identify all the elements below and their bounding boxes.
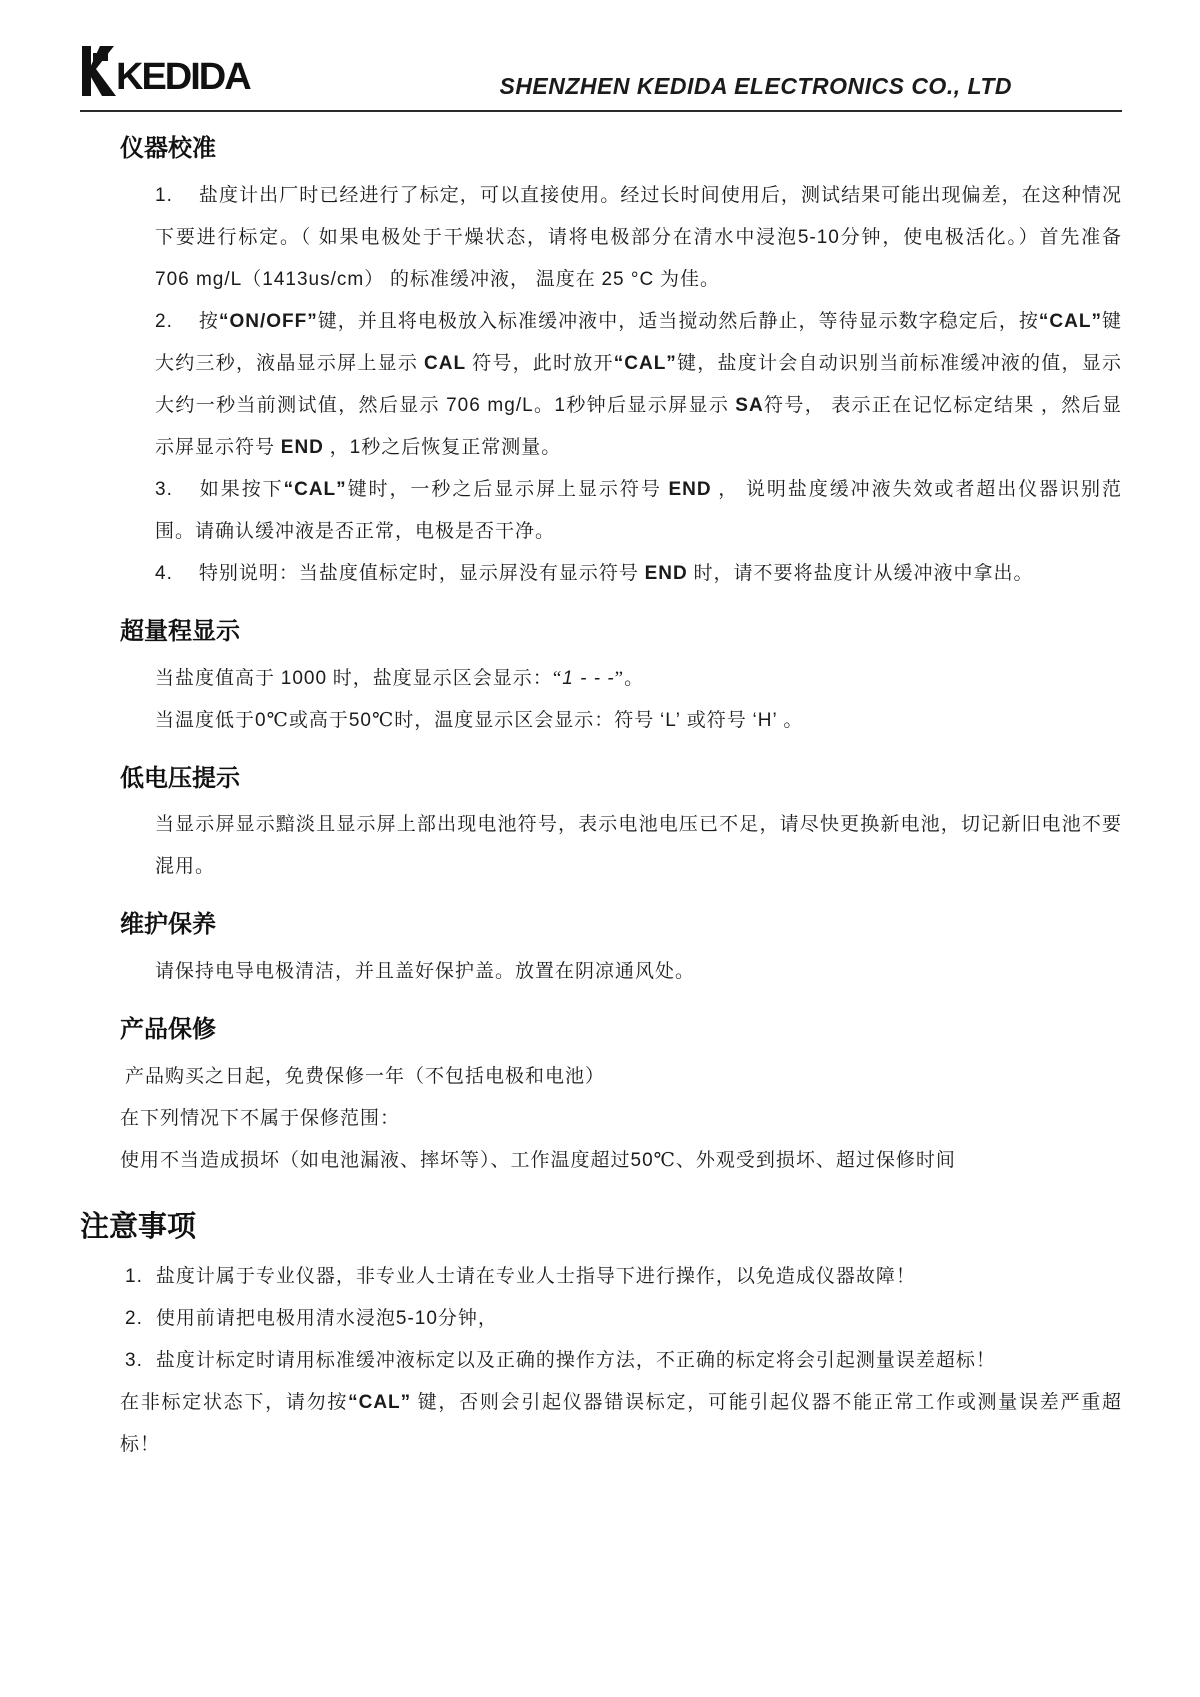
text-segment: 使用不当造成损坏（如电池漏液、摔坏等）、工作温度超过 bbox=[120, 1149, 631, 1171]
paragraph bbox=[155, 658, 1122, 700]
list-marker: 1. bbox=[155, 184, 173, 206]
list-marker: 3. bbox=[125, 1350, 143, 1372]
paragraph bbox=[120, 1382, 1122, 1466]
paragraph bbox=[155, 804, 1122, 888]
text-segment: 当显示屏显示黯淡且显示屏上部出现电池符号，表示电池电压已不足，请尽快更换新电池，切记新旧电池不要混用。 bbox=[155, 814, 1122, 878]
section-warranty bbox=[80, 1013, 1122, 1182]
list-item bbox=[125, 1298, 1122, 1340]
text-segment: ， bbox=[323, 436, 350, 458]
text-segment: 25 °C bbox=[601, 268, 655, 290]
text-segment: 1 bbox=[554, 394, 566, 416]
list-item bbox=[125, 1256, 1122, 1298]
text-segment: 5-10 bbox=[797, 226, 840, 248]
paragraph bbox=[155, 700, 1122, 742]
list-item bbox=[155, 301, 1122, 469]
text-segment: 盐度计标定时请用标准缓冲液标定以及正确的操作方法，不正确的标定将会引起测量误差超标！ bbox=[155, 1350, 996, 1372]
text-segment: 706 mg/L bbox=[446, 394, 534, 416]
text-segment: SA bbox=[735, 394, 764, 416]
text-segment: ） 的标准缓冲液， 温度在 bbox=[364, 268, 602, 290]
text-segment: ， 说明盐度缓冲液失效或者超出仪器识别范围。请确认缓冲液是否正常，电极是否干净。 bbox=[155, 478, 1122, 542]
text-segment: 时，请不要将盐度计从缓冲液中拿出。 bbox=[687, 562, 1034, 584]
text-segment: 当温度低于 bbox=[155, 709, 256, 731]
text-segment: 1000 bbox=[280, 667, 328, 689]
company-name: SHENZHEN KEDIDA ELECTRONICS CO., LTD bbox=[499, 73, 1012, 99]
kedida-logo-graphic bbox=[80, 40, 265, 102]
text-segment: ‘L’ bbox=[660, 709, 681, 731]
text-segment: END bbox=[280, 436, 324, 458]
text-segment: 盐度计出厂时已经进行了标定，可以直接使用。经过长时间使用后，测试结果可能出现偏差，在这种情况下要进行标定。（ 如果电极处于干燥状态，请将电极部分在清水中浸泡 bbox=[155, 184, 1122, 248]
text-segment: ℃时，温度显示区会显示：符号 bbox=[372, 709, 661, 731]
text-segment: 分钟，使电极活化。）首先准备 bbox=[839, 226, 1122, 248]
text-segment: “ bbox=[552, 667, 563, 689]
text-segment: 时，盐度显示区会显示： bbox=[327, 667, 553, 689]
list-marker: 3. bbox=[155, 478, 173, 500]
text-segment: 。 bbox=[533, 394, 555, 416]
text-segment: ” bbox=[614, 667, 625, 689]
text-segment: “CAL” bbox=[348, 1392, 412, 1414]
text-segment: END bbox=[668, 478, 712, 500]
text-segment: 键，盐度计会自动识别当前标准缓冲液的值，显示大约一秒当前测试值，然后显示 bbox=[155, 352, 1122, 416]
text-segment: 706 mg/L bbox=[155, 268, 243, 290]
text-segment: “CAL” bbox=[613, 352, 677, 374]
text-segment: END bbox=[644, 562, 688, 584]
text-segment: 50 bbox=[348, 709, 372, 731]
text-segment: 5-10 bbox=[395, 1308, 438, 1330]
text-segment: 1413us/cm bbox=[262, 268, 365, 290]
section-over-range bbox=[80, 615, 1122, 742]
section-title-low-voltage: 低电压提示 bbox=[120, 764, 240, 792]
text-segment: ℃、外观受到损坏、超过保修时间 bbox=[653, 1149, 956, 1171]
kedida-logo bbox=[80, 40, 265, 102]
text-segment: 1 - - - bbox=[562, 667, 615, 689]
list-item bbox=[155, 469, 1122, 553]
text-segment: 键，否则会引起仪器错误标定，可能引起仪器不能正常工作或测量误差严重超标！ bbox=[120, 1392, 1122, 1456]
section-title-maintenance: 维护保养 bbox=[120, 911, 216, 939]
text-segment: 秒钟后显示屏显示 bbox=[565, 394, 736, 416]
list-marker: 2. bbox=[125, 1308, 143, 1330]
text-segment: 为佳。 bbox=[654, 268, 720, 290]
text-segment: 50 bbox=[630, 1149, 654, 1171]
section-precautions bbox=[80, 1206, 1122, 1466]
text-segment: 或符号 bbox=[680, 709, 753, 731]
text-segment: 请保持电导电极清洁，并且盖好保护盖。放置在阴凉通风处。 bbox=[155, 961, 696, 983]
text-segment: CAL bbox=[424, 352, 467, 374]
section-maintenance bbox=[80, 908, 1122, 993]
section-calibration bbox=[80, 132, 1122, 595]
list-item bbox=[155, 175, 1122, 301]
text-segment: 1 bbox=[349, 436, 362, 458]
text-segment: 0 bbox=[255, 709, 267, 731]
section-title-precautions: 注意事项 bbox=[80, 1210, 197, 1243]
text-segment: 使用前请把电极用清水浸泡 bbox=[155, 1308, 396, 1330]
text-segment: 键时，一秒之后显示屏上显示符号 bbox=[346, 478, 669, 500]
text-segment: 分钟， bbox=[437, 1308, 498, 1330]
text-segment: 。 bbox=[777, 709, 804, 731]
text-segment: 符号，此时放开 bbox=[466, 352, 614, 374]
header bbox=[80, 40, 1122, 112]
list-item bbox=[125, 1340, 1122, 1382]
section-title-calibration: 仪器校准 bbox=[120, 135, 216, 162]
text-segment: 当盐度值高于 bbox=[155, 667, 281, 689]
text-segment: 盐度计属于专业仪器，非专业人士请在专业人士指导下进行操作，以免造成仪器故障！ bbox=[155, 1266, 916, 1288]
text-segment: 键大约三秒，液晶显示屏上显示 bbox=[155, 310, 1122, 374]
list-marker: 2. bbox=[155, 310, 173, 332]
paragraph bbox=[125, 1056, 1122, 1098]
text-segment: 在下列情况下不属于保修范围： bbox=[120, 1107, 401, 1129]
logo-text: KEDIDA bbox=[116, 56, 250, 98]
document-body bbox=[80, 132, 1122, 1466]
list-item bbox=[155, 553, 1122, 595]
text-segment: “CAL” bbox=[283, 478, 347, 500]
text-segment: ℃或高于 bbox=[266, 709, 349, 731]
text-segment: 特别说明：当盐度值标定时，显示屏没有显示符号 bbox=[198, 562, 645, 584]
text-segment: 。 bbox=[624, 667, 645, 689]
text-segment: “CAL” bbox=[1038, 310, 1102, 332]
text-segment: 键，并且将电极放入标准缓冲液中，适当搅动然后静止，等待显示数字稳定后，按 bbox=[317, 310, 1039, 332]
text-segment: 产品购买之日起，免费保修一年（不包括电极和电池） bbox=[125, 1065, 606, 1087]
paragraph bbox=[155, 951, 1122, 993]
text-segment: 符号， 表示正在记忆标定结果 ，然后显示屏显示符号 bbox=[155, 394, 1122, 458]
list-marker: 4. bbox=[155, 562, 173, 584]
section-title-over-range: 超量程显示 bbox=[120, 617, 240, 645]
text-segment: “ON/OFF” bbox=[218, 310, 318, 332]
section-low-voltage bbox=[80, 762, 1122, 889]
text-segment: 在非标定状态下，请勿按 bbox=[120, 1392, 349, 1414]
paragraph bbox=[120, 1098, 1122, 1140]
section-title-warranty: 产品保修 bbox=[120, 1016, 216, 1044]
text-segment: 秒之后恢复正常测量。 bbox=[361, 436, 562, 458]
list-marker: 1. bbox=[125, 1266, 143, 1288]
text-segment: 如果按下 bbox=[198, 478, 284, 500]
text-segment: 按 bbox=[198, 310, 219, 332]
text-segment: ‘H’ bbox=[752, 709, 778, 731]
paragraph bbox=[120, 1140, 1122, 1182]
text-segment: （ bbox=[242, 268, 263, 290]
